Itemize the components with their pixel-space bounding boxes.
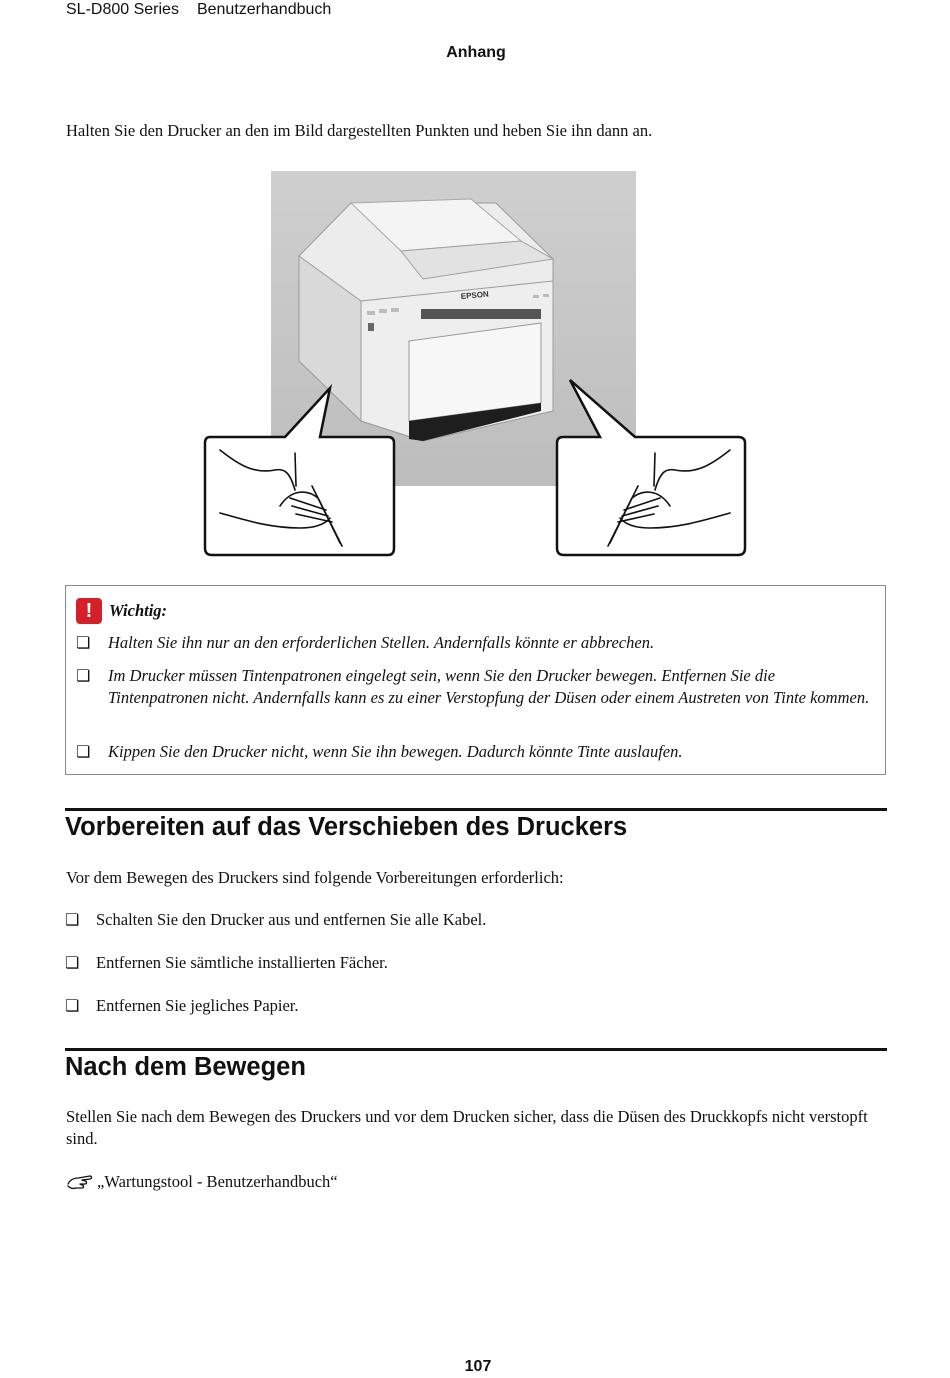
running-header — [66, 1, 331, 19]
section-rule — [65, 808, 887, 811]
section-title: Anhang — [446, 44, 506, 61]
after-paragraph: Stellen Sie nach dem Bewegen des Druckers und vor dem Drucken sicher, dass die Düsen des Druckkopfs nicht verstopft sind. — [66, 1107, 868, 1148]
section-rule — [65, 1048, 887, 1051]
prepare-intro: Vor dem Bewegen des Druckers sind folgende Vorbereitungen erforderlich: — [66, 868, 564, 887]
list-item-text: Entfernen Sie jegliches Papier. — [96, 996, 299, 1015]
important-item — [76, 665, 871, 709]
important-item — [76, 632, 871, 654]
warning-exclamation-icon: ! — [76, 598, 102, 624]
checkbox-bullet-icon: ❏ — [76, 742, 91, 761]
printer-lifting-figure — [200, 168, 755, 560]
list-item-text: Entfernen Sie sämtliche installierten Fächer. — [96, 953, 388, 972]
important-item-text: Im Drucker müssen Tintenpatronen eingelegt sein, wenn Sie den Drucker bewegen. Entfernen Sie die Tintenpatronen nicht. Andernfalls kann es zu einer Verstopfung der Düsen oder einem Austreten von Tinte kommen. — [108, 666, 870, 707]
important-item-text: Halten Sie ihn nur an den erforderlichen Stellen. Andernfalls könnte er abbrechen. — [108, 633, 655, 652]
section-heading-prepare: Vorbereiten auf das Verschieben des Druckers — [65, 813, 628, 841]
important-notice — [65, 585, 886, 775]
page-number: 107 — [464, 1358, 492, 1375]
list-item-text: Schalten Sie den Drucker aus und entfernen Sie alle Kabel. — [96, 910, 487, 929]
important-title: Wichtig: — [109, 601, 168, 620]
reference-text: „Wartungstool - Benutzerhandbuch“ — [97, 1172, 338, 1191]
manual-reference[interactable] — [66, 1171, 338, 1193]
list-item — [65, 909, 885, 931]
checkbox-bullet-icon: ❏ — [65, 910, 80, 929]
important-item-text: Kippen Sie den Drucker nicht, wenn Sie ihn bewegen. Dadurch könnte Tinte auslaufen. — [108, 742, 683, 761]
section-heading-after: Nach dem Bewegen — [65, 1053, 306, 1081]
list-item — [65, 952, 885, 974]
list-item — [65, 995, 885, 1017]
pointing-hand-icon — [66, 1172, 94, 1192]
important-item — [76, 741, 871, 763]
product-name: SL-D800 Series — [66, 1, 179, 18]
checkbox-bullet-icon: ❏ — [65, 996, 80, 1015]
checkbox-bullet-icon: ❏ — [76, 666, 91, 685]
manual-title: Benutzerhandbuch — [196, 1, 332, 18]
intro-paragraph: Halten Sie den Drucker an den im Bild dargestellten Punkten und heben Sie ihn dann an. — [66, 121, 653, 140]
checkbox-bullet-icon: ❏ — [65, 953, 80, 972]
brand-label: EPSON — [460, 289, 490, 301]
important-title-row — [76, 598, 167, 624]
checkbox-bullet-icon: ❏ — [76, 633, 91, 652]
